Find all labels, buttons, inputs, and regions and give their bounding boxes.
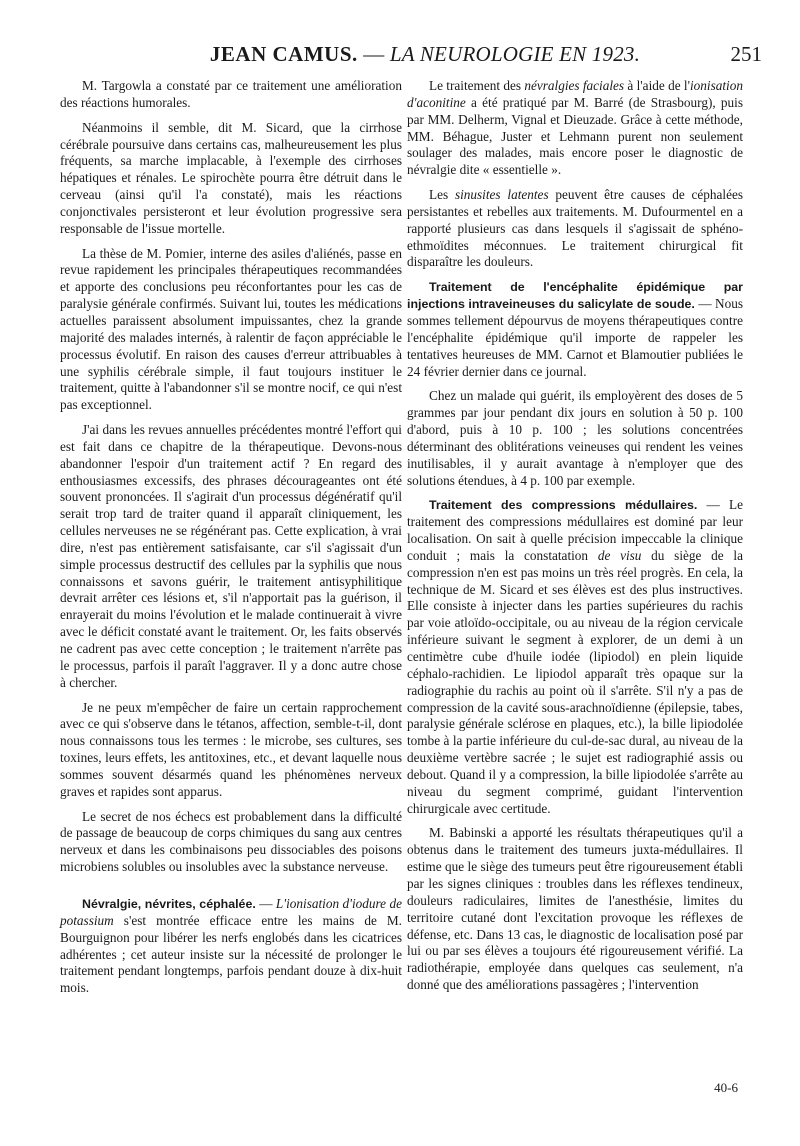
right-column xyxy=(407,78,743,994)
paragraph: Le secret de nos échecs est probablement dans la difficulté de passage de beaucoup de corps chimiques du sang aux centres nerveux et dans les combinaisons peu dissociables des poisons microbiens solubles ou insolubles avec la substance nerveuse. xyxy=(60,808,402,875)
paragraph: Néanmoins il semble, dit M. Sicard, que la cirrhose cérébrale poursuive dans certains cas, malheureusement les plus fréquents, sa marche implacable, à l'exemple des cirrhoses hépatiques et rénales. Le spirochète pourra être détruit dans le cerveau (ainsi qu'il l'a constaté), mais les réactions conjonctivales persisteront et leur évolution progressive sera responsable de l'issue mortelle. xyxy=(60,119,402,236)
emphasis-text: sinusites latentes xyxy=(454,187,549,203)
paragraph: La thèse de M. Pomier, interne des asiles d'aliénés, passe en revue rapidement les principales thérapeutiques recommandées et apporte des conclusions peu réconfortantes pour les cas de paralysie générale confirmés. Suivant lui, toutes les médications actuelles paraissent absolument impuissantes, chez la grande majorité des malades internés, à ralentir de façon appréciable le processus évolutif. En raison des causes d'erreur attribuables à une syphilis cérébrale simple, il faut toujours instituer le traitement, quitte à l'abandonner s'il se montre nocif, ce qui n'est pas exceptionnel. xyxy=(60,245,402,413)
running-title xyxy=(80,42,770,67)
section-paragraph-compressions xyxy=(407,497,743,817)
section-paragraph-nevralgie xyxy=(60,896,402,997)
signature-mark: 40-6 xyxy=(714,1080,738,1095)
header-title: LA NEUROLOGIE EN 1923. xyxy=(389,42,641,66)
paragraph-text: — Le traitement des compressions médullaires est dominé par leur localisation. On sait à quelle précision impeccable la clinique conduit ; mais la constatation xyxy=(407,497,743,563)
paragraph-text: Le traitement des xyxy=(429,78,525,93)
paragraph-text: — Nous sommes tellement dépourvus de moyens thérapeutiques contre l'encéphalite épidémique qu'il importe de rappeler les tentatives heureuses de MM. Carnot et Blamoutier publiées le 24 février dernier dans ce journal. xyxy=(407,296,743,379)
header-separator: — xyxy=(357,42,390,66)
header-author: JEAN CAMUS. xyxy=(209,42,358,66)
running-head xyxy=(80,42,770,76)
paragraph: M. Targowla a constaté par ce traitement une amélioration des réactions humorales. xyxy=(60,78,402,110)
page-number: 251 xyxy=(730,42,762,66)
paragraph-text: du siège de la compression n'en est pas moins un très réel progrès. En cela, la technique de M. Sicard et ses élèves est des plus instructives. Elle consiste à injecter dans les parties supérieures du rachis par voie atloïdo-occipitale, ou au niveau de la région cervicale inférieure suivant le segment à explorer, de un demi à un centimètre cube d'huile iodée (lipiodol) en plein liquide céphalo-rachidien. Le lipiodol apparaît très opaque sur la radiographie du rachis au point où il s'arrête. S'il n'y a pas de compression de la cavité sous-arachnoïdienne (épilepsie, tabes, paralysie générale sclérose en plaques, etc.), la bille lipiodolée tombe à la partie inférieure du cul-de-sac dural, au niveau de la deuxième vertèbre sacrée ; le sujet est radiographié assis ou debout. Quand il y a compression, la bille lipiodolée s'arrête au niveau du segment comprimé, guidant l'intervention chirurgicale avec certitude. xyxy=(407,547,743,816)
paragraph xyxy=(407,187,743,271)
section-heading: Névralgie, névrites, céphalée. xyxy=(82,896,256,911)
paragraph-text: a été pratiqué par M. Barré (de Strasbourg), puis par MM. Delherm, Vignal et Dieuzade. Grâce à cette méthode, MM. Béhague, Juster et Lehmann purent non seulement soulager des malades, mais encore poser le diagnostic de névralgie dite « essentielle ». xyxy=(407,94,743,178)
emphasis-text: ionisation d'aconitine xyxy=(407,78,743,110)
paragraph: J'ai dans les revues annuelles précédentes montré l'effort qui est fait dans ce chapitre de la thérapeutique. Devons-nous abandonner l'espoir d'un traitement actif ? En regard des enthousiasmes excessifs, des phrases décourageantes ont été souvent prononcées. Il s'agirait d'un processus dégénératif qu'il serait trop tard de traiter quand il apparaît cliniquement, les cellules nerveuses ne se régénérant pas. Cette explication, à vrai dire, n'est pas entièrement satisfaisante, car s'il s'agissait d'un simple processus destructif des cellules par la syphilis que nous connaissons et savons guérir, le traitement antisyphilitique devrait arrêter ces lésions et, s'il n'apportait pas la guérison, il enrayerait du moins l'évolution et le malade continuerait à vivre avec le déficit constaté avant le traitement. Or, les faits observés ne cadrent pas avec cette conception ; le traitement n'arrête pas le processus, parfois il paraît l'aggraver. Il y a donc autre chose à chercher. xyxy=(60,422,402,690)
paragraph xyxy=(407,78,743,179)
paragraph: Je ne peux m'empêcher de faire un certain rapprochement avec ce qui s'observe dans le tétanos, affection, semble-t-il, dont nous connaissons tous les termes : le microbe, ses cultures, ses toxines, leurs effets, les antitoxines, etc., et devant laquelle nous sommes souvent désarmés quand les phénomènes nerveux graves et rapides sont apparus. xyxy=(60,699,402,799)
paragraph: Chez un malade qui guérit, ils employèrent des doses de 5 grammes par jour pendant dix jours en solution à 50 p. 100 d'abord, puis à 10 p. 100 ; les solutions concentrées déterminant des oblitérations veineuses qui rendent les veines inutilisables, il y aurait avantage à n'employer que des solutions étendues, à 4 p. 100 par exemple. xyxy=(407,388,743,488)
paragraph-text: à l'aide de l' xyxy=(624,78,690,93)
emphasis-text: de visu xyxy=(597,547,642,563)
section-paragraph-encephalite xyxy=(407,279,743,380)
paragraph-text: s'est montrée efficace entre les mains de M. Bourguignon pour libérer les nerfs englobés dans les cicatrices adhérentes ; cet auteur insiste sur la nécessité de prolonger le traitement pendant longtemps, parfois pendant douze à dix-huit mois. xyxy=(60,912,402,996)
paragraph-text: Les xyxy=(429,187,455,203)
paragraph-text: peuvent être causes de céphalées persistantes et rebelles aux traitements. M. Dufourmentel en a rapporté plusieurs cas dans lesquels il s'agissait de sphéno-ethmoïdites méconnues. Le traitement chirurgical fit disparaître les douleurs. xyxy=(407,187,743,270)
left-column xyxy=(60,78,402,997)
heading-dash: — xyxy=(255,895,276,911)
emphasis-text: L'ionisation d'iodure de potassium xyxy=(60,895,402,928)
paragraph: M. Babinski a apporté les résultats thérapeutiques qu'il a obtenus dans le traitement des tumeurs juxta-médullaires. Il estime que le siège des tumeurs peut être rigoureusement établi par les signes cliniques : troubles dans les réflexes tendineux, douleurs radiculaires, limites de l'anesthésie, limites du territoire cutané dont l'excitation provoque les réflexes de défense, etc. Dans 13 cas, le diagnostic de localisation posé par lui ou par ses élèves a toujours été rigoureusement vérifié. La radiothérapie, employée dans quelques cas seulement, n'a donné que des améliorations passagères ; l'intervention xyxy=(407,825,743,993)
emphasis-text: névralgies faciales xyxy=(524,78,625,93)
section-heading: Traitement des compressions médullaires. xyxy=(429,498,698,513)
section-heading: Traitement de l'encéphalite épidémique par injections intraveineuses du salicylate de soude. xyxy=(407,280,743,312)
